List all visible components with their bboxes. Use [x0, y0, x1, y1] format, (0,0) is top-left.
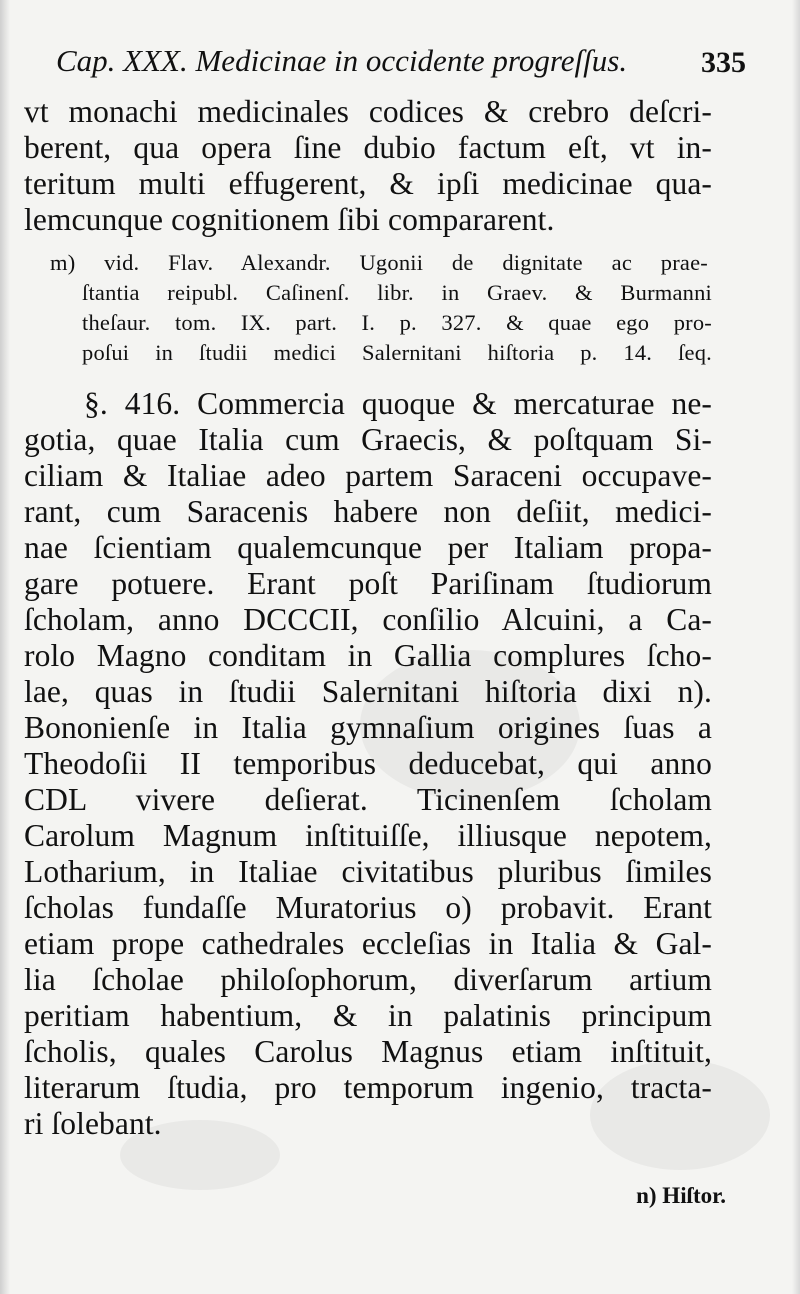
- section-416-line: CDL vivere deſierat. Ticinenſem ſcholam: [24, 782, 712, 817]
- page-number: 335: [701, 46, 746, 79]
- section-416-line: Theodoſii II temporibus deducebat, qui anno: [24, 746, 712, 781]
- section-416-line: ciliam & Italiae adeo partem Saraceni occupave-: [24, 458, 712, 493]
- section-416-line: literarum ſtudia, pro temporum ingenio, tracta-: [24, 1070, 712, 1105]
- section-416-line: Bononienſe in Italia gymnaſium origines ſuas a: [24, 710, 712, 745]
- section-416-line: gare potuere. Erant poſt Pariſinam ſtudiorum: [24, 566, 712, 601]
- footnote-m-line: theſaur. tom. IX. part. I. p. 327. & quae ego pro-: [82, 310, 712, 335]
- footnote-m-line: ſtantia reipubl. Caſinenſ. libr. in Graev. & Burmanni: [82, 280, 712, 305]
- section-416-line: rant, cum Saracenis habere non deſiit, medici-: [24, 494, 712, 529]
- section-416-line: ri ſolebant.: [24, 1106, 162, 1141]
- section-416-line: gotia, quae Italia cum Graecis, & poſtquam Si-: [24, 422, 712, 457]
- running-head: Cap. XXX. Medicinae in occidente progreſſus.: [56, 43, 628, 78]
- body-line: lemcunque cognitionem ſibi compararent.: [24, 202, 555, 237]
- section-416-line: rolo Magno conditam in Gallia complures ſcho-: [24, 638, 712, 673]
- footnote-m-line: poſui in ſtudii medici Salernitani hiſtoria p. 14. ſeq.: [82, 340, 712, 365]
- body-line: vt monachi medicinales codices & crebro deſcri-: [24, 94, 712, 129]
- section-416-line: peritiam habentium, & in palatinis principum: [24, 998, 712, 1033]
- section-416-heading-line: §. 416. Commercia quoque & mercaturae ne-: [84, 386, 712, 421]
- section-416-line: Lotharium, in Italiae civitatibus pluribus ſimiles: [24, 854, 712, 889]
- section-416-line: ſcholis, quales Carolus Magnus etiam inſtituit,: [24, 1034, 712, 1069]
- section-gap: [24, 378, 712, 386]
- section-416-line: lae, quas in ſtudii Salernitani hiſtoria dixi n).: [24, 674, 712, 709]
- section-416-line: nae ſcientiam qualemcunque per Italiam propa-: [24, 530, 712, 565]
- body-line: teritum multi effugerent, & ipſi medicinae qua-: [24, 166, 712, 201]
- main-text: [24, 94, 712, 1142]
- section-416-line: etiam prope cathedrales eccleſias in Italia & Gal-: [24, 926, 712, 961]
- section-416-line: lia ſcholae philoſophorum, diverſarum artium: [24, 962, 712, 997]
- section-416-line: ſcholas fundaſſe Muratorius o) probavit. Erant: [24, 890, 712, 925]
- section-416-line: Carolum Magnum inſtituiſſe, illiusque nepotem,: [24, 818, 712, 853]
- footnote-m-line: m) vid. Flav. Alexandr. Ugonii de dignitate ac prae-: [50, 250, 708, 275]
- catchword: n) Hiſtor.: [636, 1183, 726, 1208]
- section-416-line: ſcholam, anno DCCCII, conſilio Alcuini, a Ca-: [24, 602, 712, 637]
- page-header: [56, 44, 746, 88]
- body-line: berent, qua opera ſine dubio factum eſt, vt in-: [24, 130, 712, 165]
